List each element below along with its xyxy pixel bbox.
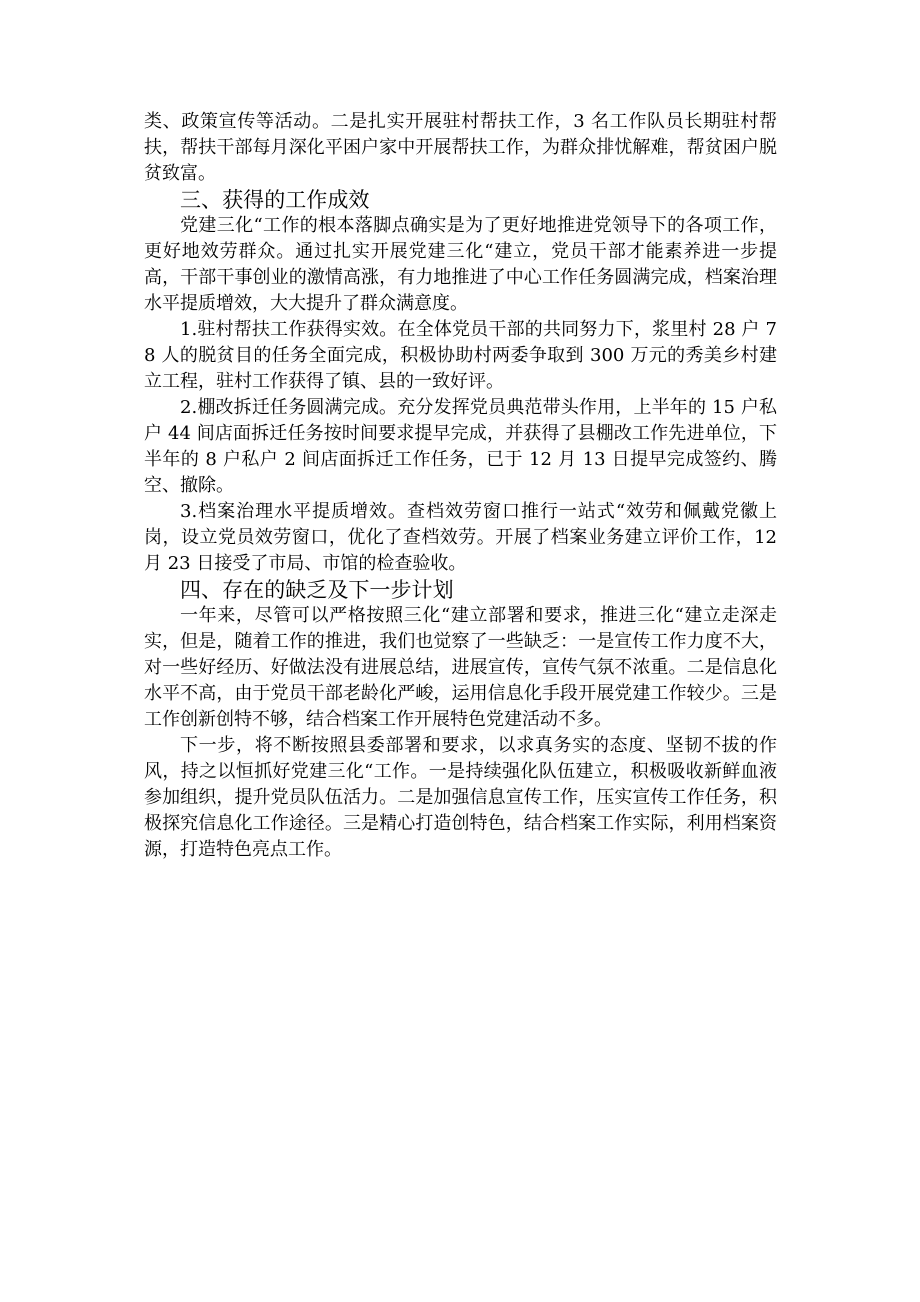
paragraph-continuation: 类、政策宣传等活动。二是扎实开展驻村帮扶工作，3 名工作队员长期驻村帮扶，帮扶干部每月深化平困户家中开展帮扶工作，为群众排忧解难，帮贫困户脱贫致富。 xyxy=(144,111,777,184)
paragraph-achievements-intro: 党建三化“工作的根本落脚点确实是为了更好地推进党领导下的各项工作，更好地效劳群众。通过扎实开展党建三化“建立，党员干部才能素养进一步提高，干部干事创业的激情高涨，有力地推进了中心工作任务圆满完成，档案治理水平提质增效，大大提升了群众满意度。 xyxy=(144,215,777,314)
paragraph-next-steps: 下一步，将不断按照县委部署和要求，以求真务实的态度、坚韧不拔的作风，持之以恒抓好党建三化“工作。一是持续强化队伍建立，积极吸收新鲜血液参加组织，提升党员队伍活力。二是加强信息宣传工作，压实宣传工作任务，积极探究信息化工作途径。三是精心打造创特色，结合档案工作实际，利用档案资源，打造特色亮点工作。 xyxy=(144,735,777,860)
paragraph-shortcomings: 一年来，尽管可以严格按照三化“建立部署和要求，推进三化“建立走深走实，但是，随着工作的推进，我们也觉察了一些缺乏：一是宣传工作力度不大，对一些好经历、好做法没有进展总结，进展宣传，宣传气氛不浓重。二是信息化水平不高，由于党员干部老龄化严峻，运用信息化手段开展党建工作较少。三是工作创新创特不够，结合档案工作开展特色党建活动不多。 xyxy=(144,605,777,730)
section-heading-achievements: 三、获得的工作成效 xyxy=(180,187,370,212)
paragraph-demolition-task: 2.棚改拆迁任务圆满完成。充分发挥党员典范带头作用，上半年的 15 户私户 44 间店面拆迁任务按时间要求提早完成，并获得了县棚改工作先进单位，下半年的 8 户私户 2 间店面拆迁工作任务，已于 12 月 13 日提早完成签约、腾空、撤除。 xyxy=(144,397,777,496)
document-body xyxy=(144,109,777,863)
paragraph-village-assistance: 1.驻村帮扶工作获得实效。在全体党员干部的共同努力下，浆里村 28 户 78 人的脱贫目的任务全面完成，积极协助村两委争取到 300 万元的秀美乡村建立工程，驻村工作获得了镇、县的一致好评。 xyxy=(144,319,777,392)
paragraph-archive-management: 3.档案治理水平提质增效。查档效劳窗口推行一站式“效劳和佩戴党徽上岗，设立党员效劳窗口，优化了查档效劳。开展了档案业务建立评价工作，12 月 23 日接受了市局、市馆的检查验收。 xyxy=(144,501,777,574)
section-heading-shortcomings: 四、存在的缺乏及下一步计划 xyxy=(180,577,454,602)
